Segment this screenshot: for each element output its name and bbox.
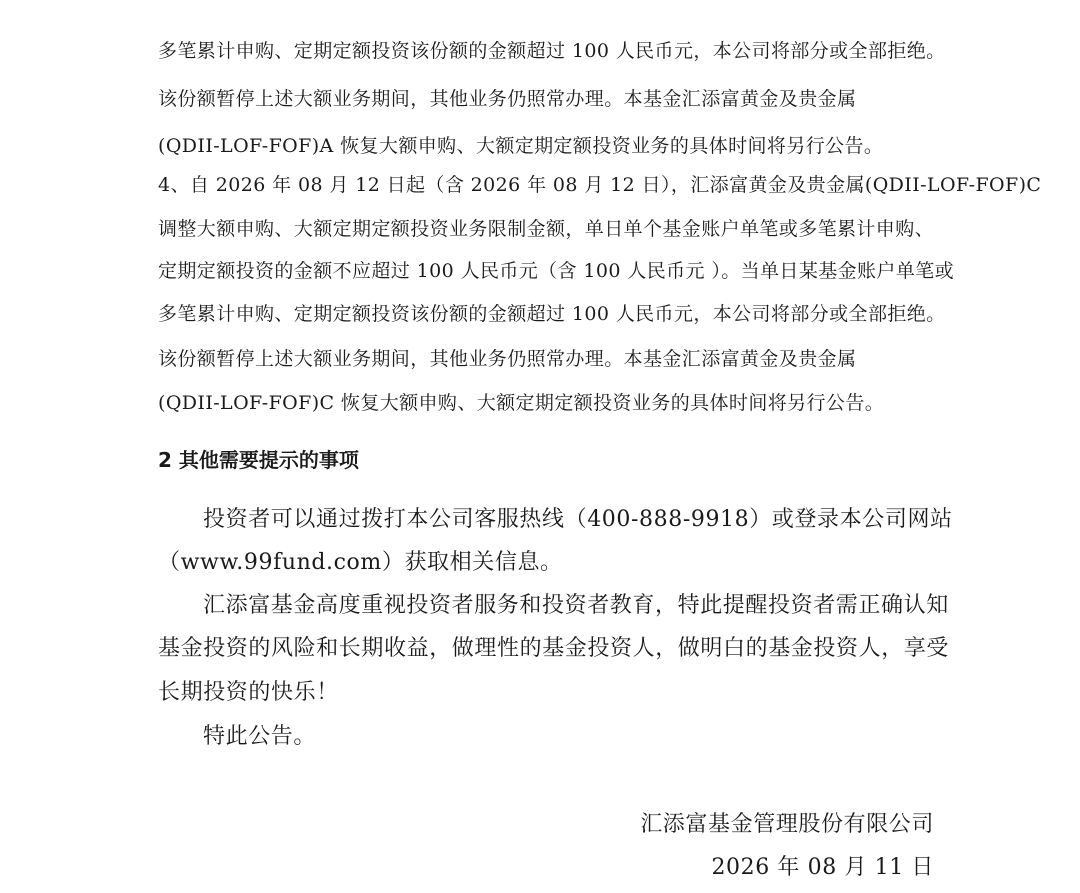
paragraph-line: 特此公告。 (203, 724, 317, 749)
signature-company: 汇添富基金管理股份有限公司 (640, 812, 934, 837)
paragraph-line: 投资者可以通过拨打本公司客服热线（400-888-9918）或登录本公司网站 (203, 507, 953, 532)
text-line: (QDII-LOF-FOF)C 恢复大额申购、大额定期定额投资业务的具体时间将另行公告。 (158, 392, 885, 414)
text-line: (QDII-LOF-FOF)A 恢复大额申购、大额定期定额投资业务的具体时间将另行公告。 (158, 135, 884, 157)
signature-date: 2026 年 08 月 11 日 (711, 855, 934, 880)
text-line: 该份额暂停上述大额业务期间，其他业务仍照常办理。本基金汇添富黄金及贵金属 (158, 88, 857, 110)
text-line: 该份额暂停上述大额业务期间，其他业务仍照常办理。本基金汇添富黄金及贵金属 (158, 348, 857, 370)
text-line: 4、自 2026 年 08 月 12 日起（含 2026 年 08 月 12 日），汇添富黄金及贵金属(QDII-LOF-FOF)C (158, 174, 1042, 196)
paragraph-line: 长期投资的快乐！ (158, 680, 339, 705)
text-line: 调整大额申购、大额定期定额投资业务限制金额，单日单个基金账户单笔或多笔累计申购、 (158, 218, 935, 240)
text-line: 多笔累计申购、定期定额投资该份额的金额超过 100 人民币元，本公司将部分或全部拒绝。 (158, 40, 946, 62)
section-heading: 2 其他需要提示的事项 (158, 448, 359, 472)
text-line: 定期定额投资的金额不应超过 100 人民币元（含 100 人民币元 ）。当单日某基金账户单笔或 (158, 260, 955, 282)
text-line: 多笔累计申购、定期定额投资该份额的金额超过 100 人民币元，本公司将部分或全部拒绝。 (158, 303, 946, 325)
paragraph-line: （www.99fund.com）获取相关信息。 (158, 550, 563, 575)
paragraph-line: 基金投资的风险和长期收益，做理性的基金投资人，做明白的基金投资人，享受 (158, 636, 950, 661)
paragraph-line: 汇添富基金高度重视投资者服务和投资者教育，特此提醒投资者需正确认知 (203, 593, 949, 618)
